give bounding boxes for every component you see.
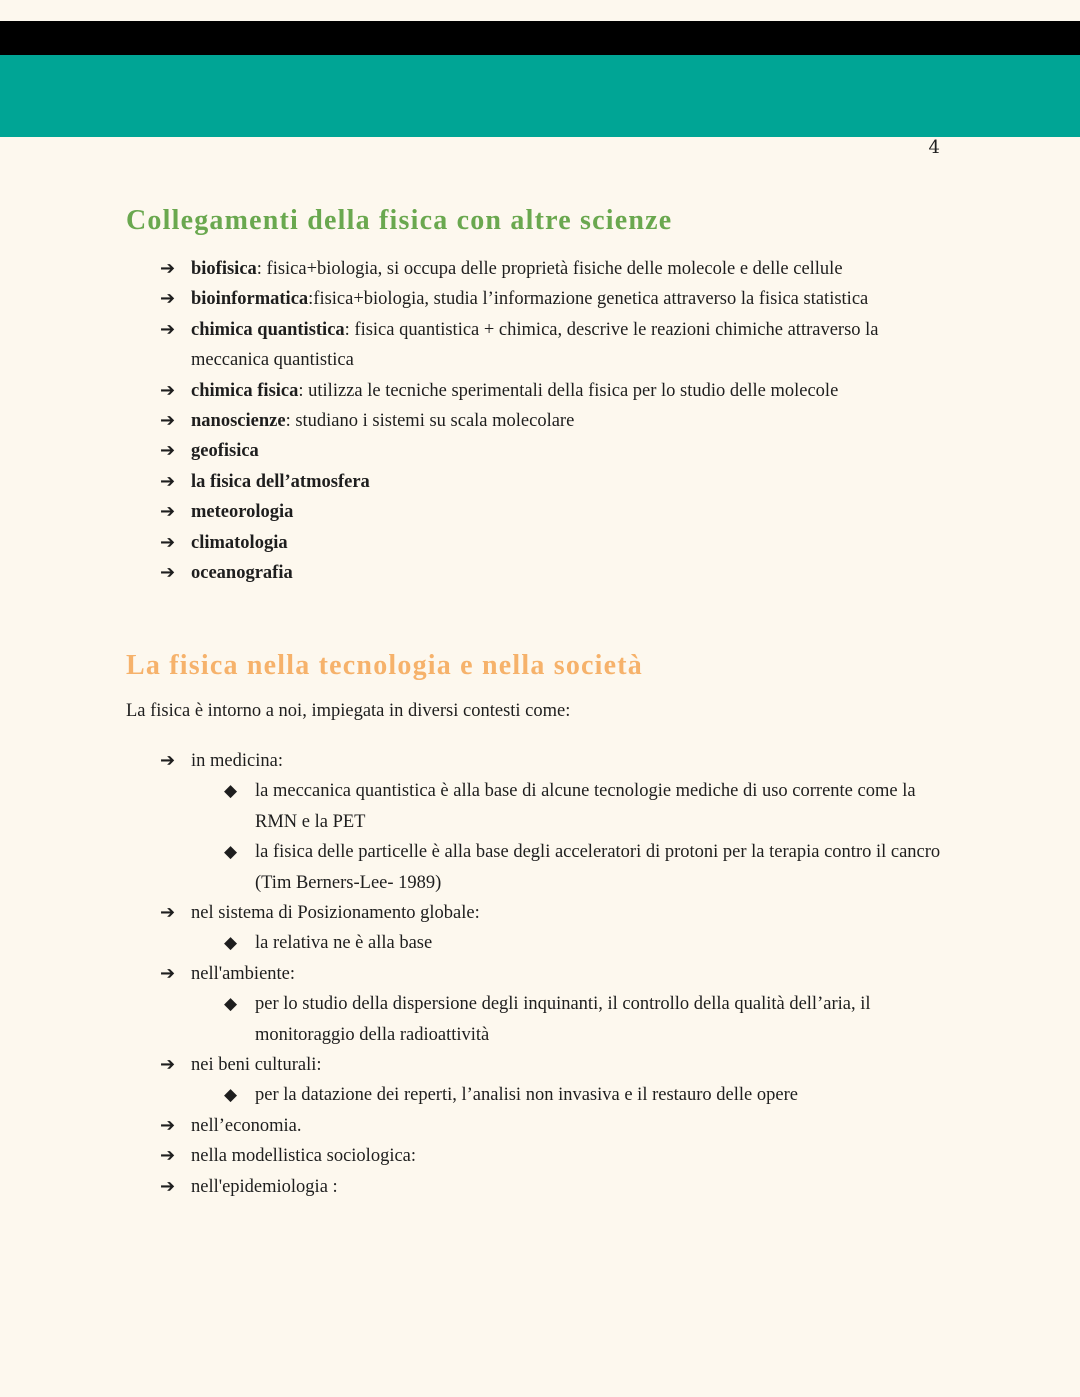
- list-item: [160, 315, 960, 376]
- item-text: nella modellistica sociologica:: [191, 1146, 417, 1167]
- section-intro: La fisica è intorno a noi, impiegata in diversi contesti come:: [126, 701, 571, 721]
- item-text: : fisica+biologia, si occupa delle proprietà fisiche delle molecole e delle cellule: [256, 259, 843, 279]
- diamond-bullet-icon: ◆: [224, 842, 238, 863]
- item-term: meteorologia: [191, 502, 294, 523]
- sub-list-item: [224, 928, 960, 958]
- header-black-bar: [0, 21, 1080, 55]
- list-item: [160, 376, 960, 406]
- arrow-icon: ➔: [160, 440, 176, 462]
- sub-list: [191, 1080, 960, 1110]
- item-text: nel sistema di Posizionamento globale:: [191, 903, 480, 924]
- sub-list-item: [224, 989, 960, 1050]
- item-text: : utilizza le tecniche sperimentali della fisica per lo studio delle molecole: [298, 380, 839, 401]
- diamond-bullet-icon: ◆: [224, 781, 238, 802]
- page-number: 4: [928, 137, 940, 158]
- sub-item-text: la meccanica quantistica è alla base di alcune tecnologie mediche di uso corrente come la RMN e la PET: [255, 781, 916, 832]
- arrow-icon: ➔: [160, 288, 176, 310]
- diamond-bullet-icon: ◆: [224, 994, 238, 1015]
- sub-list: [191, 989, 960, 1050]
- item-text: : studiano i sistemi su scala molecolare: [285, 411, 575, 432]
- list-item: [160, 746, 960, 898]
- item-term: nanoscienze: [191, 411, 286, 432]
- contexts-list: [160, 746, 960, 1202]
- science-links-list: [160, 254, 960, 588]
- item-term: la fisica dell’atmosfera: [191, 471, 370, 492]
- list-item: [160, 1050, 960, 1111]
- sub-list-item: [224, 837, 960, 898]
- list-item: [160, 436, 960, 466]
- item-term: bioinformatica: [191, 289, 309, 310]
- item-term: geofisica: [191, 441, 259, 462]
- sub-item-text: per la datazione dei reperti, l’analisi non invasiva e il restauro delle opere: [255, 1085, 798, 1106]
- arrow-icon: ➔: [160, 258, 176, 279]
- header-teal-band: [0, 55, 1080, 158]
- section-title-technology-society: La fisica nella tecnologia e nella società: [126, 650, 643, 681]
- item-term: chimica quantistica: [191, 319, 345, 340]
- item-text: nei beni culturali:: [191, 1055, 322, 1076]
- arrow-icon: ➔: [160, 318, 176, 340]
- sub-item-text: per lo studio della dispersione degli inquinanti, il controllo della qualità dell’aria, il monitoraggio della radioattività: [255, 994, 871, 1045]
- list-item: [160, 284, 960, 314]
- item-text: in medicina:: [191, 751, 283, 771]
- arrow-icon: ➔: [160, 410, 176, 432]
- sub-list-item: [224, 1080, 960, 1110]
- item-text: nell’economia.: [191, 1115, 302, 1136]
- list-item: [160, 1141, 960, 1171]
- diamond-bullet-icon: ◆: [224, 933, 238, 954]
- arrow-icon: ➔: [160, 1145, 176, 1167]
- arrow-icon: ➔: [160, 1175, 176, 1197]
- item-text: : fisica quantistica + chimica, descrive le reazioni chimiche attraverso la meccanica quantistica: [191, 319, 879, 371]
- list-item: [160, 1111, 960, 1141]
- arrow-icon: ➔: [160, 750, 176, 771]
- top-margin: [0, 0, 1080, 21]
- item-term: oceanografia: [191, 563, 293, 584]
- arrow-icon: ➔: [160, 501, 176, 523]
- list-item: [160, 1172, 960, 1202]
- list-item: [160, 528, 960, 558]
- item-text: nell'ambiente:: [191, 963, 296, 984]
- item-text: :fisica+biologia, studia l’informazione genetica attraverso la fisica statistica: [308, 289, 869, 310]
- list-item: [160, 497, 960, 527]
- diamond-bullet-icon: ◆: [224, 1085, 238, 1106]
- list-item: [160, 898, 960, 959]
- list-item: [160, 254, 960, 284]
- section-title-science-links: Collegamenti della fisica con altre scienze: [126, 205, 673, 236]
- list-item: [160, 467, 960, 497]
- item-text: nell'epidemiologia :: [191, 1176, 338, 1197]
- sub-list: [191, 928, 960, 958]
- list-item: [160, 558, 960, 588]
- arrow-icon: ➔: [160, 1054, 176, 1076]
- sub-item-text: la fisica delle particelle è alla base degli acceleratori di protoni per la terapia contro il cancro (Tim Berners-Lee- 1989): [255, 842, 941, 893]
- item-term: biofisica: [191, 259, 257, 279]
- arrow-icon: ➔: [160, 902, 176, 924]
- list-item: [160, 406, 960, 436]
- arrow-icon: ➔: [160, 1114, 176, 1136]
- list-item: [160, 959, 960, 1050]
- sub-list: [191, 776, 960, 898]
- arrow-icon: ➔: [160, 379, 176, 401]
- item-term: chimica fisica: [191, 380, 299, 401]
- item-term: climatologia: [191, 532, 288, 553]
- arrow-icon: ➔: [160, 470, 176, 492]
- arrow-icon: ➔: [160, 562, 176, 584]
- sub-item-text: la relativa ne è alla base: [255, 933, 433, 954]
- arrow-icon: ➔: [160, 531, 176, 553]
- sub-list-item: [224, 776, 960, 837]
- arrow-icon: ➔: [160, 962, 176, 984]
